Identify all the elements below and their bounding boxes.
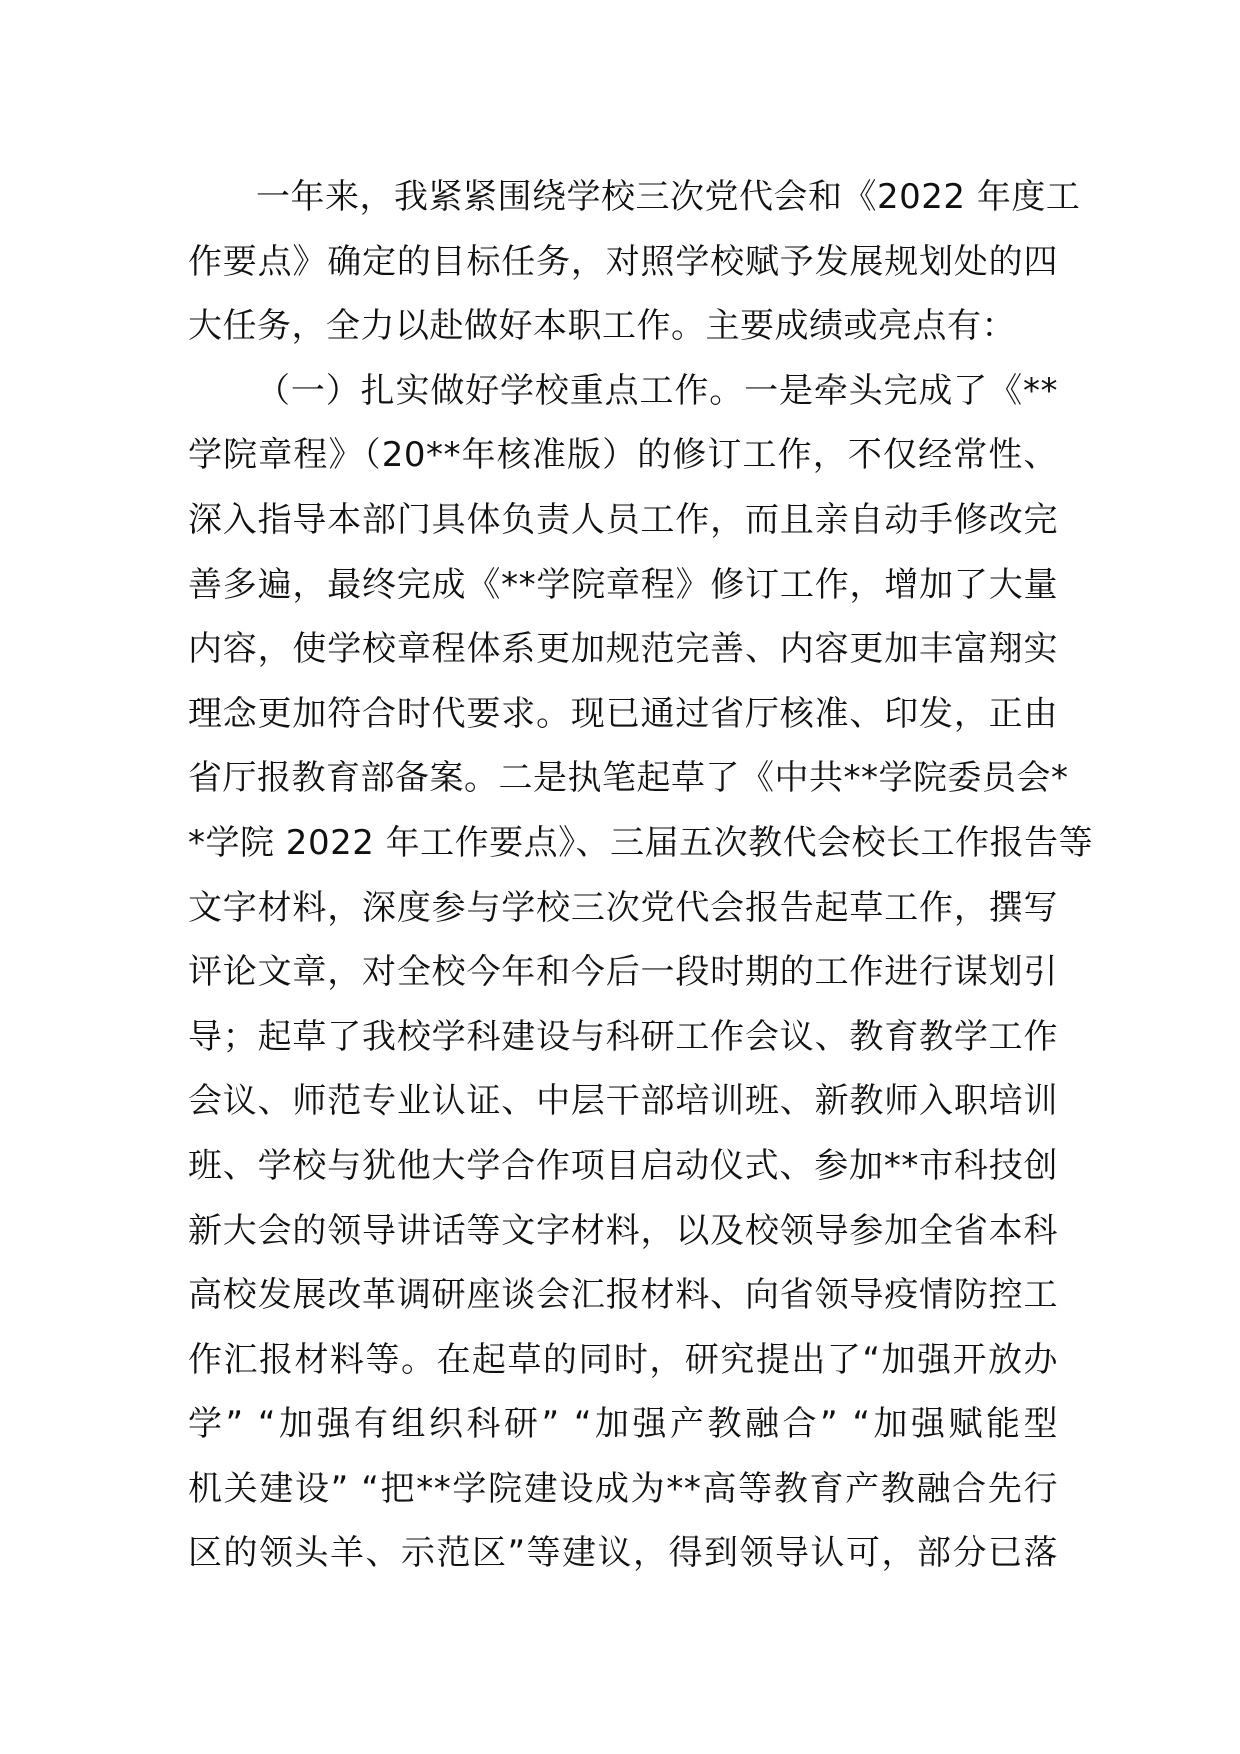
paragraph-line: 大任务，全力以赴做好本职工作。主要成绩或亮点有： [188, 306, 1016, 347]
paragraph-line: 作要点》确定的目标任务，对照学校赋予发展规划处的四 [188, 241, 1058, 282]
paragraph-line: 内容，使学校章程体系更加规范完善、内容更加丰富翔实 [188, 629, 1058, 670]
paragraph-line: 机关建设” “把**学院建设成为**高等教育产教融合先行 [188, 1468, 1058, 1509]
paragraph-line: 省厅报教育部备案。二是执笔起草了《中共**学院委员会* [188, 758, 1069, 799]
paragraph-line: 学院章程》（20**年核准版）的修订工作，不仅经常性、 [188, 435, 1058, 476]
paragraph-line: 学” “加强有组织科研” “加强产教融合” “加强赋能型 [188, 1404, 1058, 1445]
paragraph-line: 理念更加符合时代要求。现已通过省厅核准、印发，正由 [188, 693, 1058, 734]
paragraph-intro [188, 165, 1081, 359]
paragraph-line: 善多遍，最终完成《**学院章程》修订工作，增加了大量 [188, 564, 1058, 605]
paragraph-line: 新大会的领导讲话等文字材料，以及校领导参加全省本科 [188, 1210, 1058, 1251]
paragraph-line: *学院 2022 年工作要点》、三届五次教代会校长工作报告等 [188, 822, 1094, 863]
paragraph-line: 作汇报材料等。在起草的同时，研究提出了“加强开放办 [188, 1339, 1058, 1380]
paragraph-line: 一年来，我紧紧围绕学校三次党代会和《2022 年度工 [256, 177, 1081, 217]
paragraph-line: 会议、师范专业认证、中层干部培训班、新教师入职培训 [188, 1081, 1058, 1122]
paragraph-line: 评论文章，对全校今年和今后一段时期的工作进行谋划引 [188, 952, 1058, 993]
paragraph-line: 班、学校与犹他大学合作项目启动仪式、参加**市科技创 [188, 1145, 1058, 1186]
paragraph-line: （一）扎实做好学校重点工作。一是牵头完成了《** [256, 370, 1058, 411]
paragraph-line: 区的领头羊、示范区”等建议，得到领导认可，部分已落 [188, 1533, 1058, 1574]
paragraph-line: 导；起草了我校学科建设与科研工作会议、教育教学工作 [188, 1016, 1058, 1057]
paragraph-key-work [188, 359, 1094, 1586]
paragraph-line: 高校发展改革调研座谈会汇报材料、向省领导疫情防控工 [188, 1275, 1058, 1316]
document-body [188, 165, 1094, 1586]
paragraph-line: 文字材料，深度参与学校三次党代会报告起草工作，撰写 [188, 887, 1058, 928]
paragraph-line: 深入指导本部门具体负责人员工作，而且亲自动手修改完 [188, 499, 1058, 540]
